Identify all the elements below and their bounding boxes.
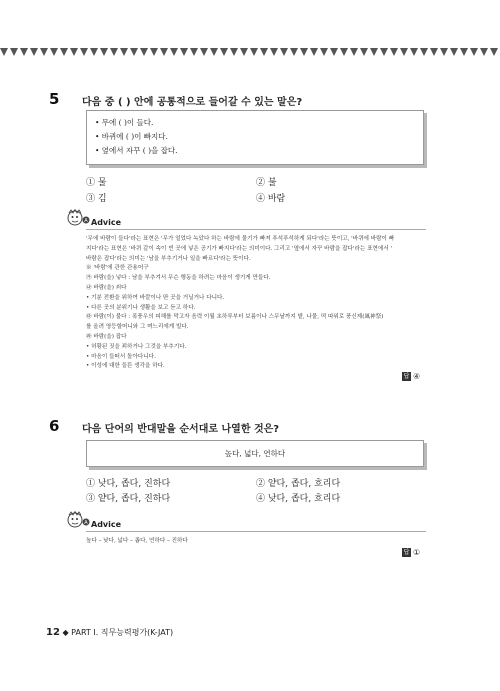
- q6-example-box: [86, 440, 424, 467]
- q6-number: 6: [49, 417, 60, 435]
- page-number: 12: [46, 627, 60, 638]
- part-label: ◆ PART Ⅰ. 직무능력평가(K-JAT): [62, 628, 174, 637]
- advice-divider: [86, 229, 426, 230]
- border-triangle: [90, 48, 98, 56]
- border-triangle: [110, 48, 118, 56]
- border-triangle: [370, 48, 378, 56]
- border-triangle: [480, 48, 488, 56]
- border-triangle: [140, 48, 148, 56]
- q5-example-box: [86, 110, 424, 165]
- q5-advice-line: ㉰ 바람(이) 불다 : 폭풍우의 피해를 막고자 음력 이월 초하루부터 보름이나 스무날까지 밭, 나물, 떡 따위로 풍신제(風神祭): [86, 314, 384, 321]
- q5-example-line: • 바퀴에 ( )이 빠지다.: [95, 132, 168, 141]
- border-triangle: [440, 48, 448, 56]
- q5-advice-line: 를 올려 영등할머니와 그 며느리에게 빌다.: [86, 324, 189, 331]
- border-triangle: [360, 48, 368, 56]
- q6-choice-4[interactable]: ④ 낮다, 좁다, 흐리다: [256, 494, 341, 504]
- border-triangle: [400, 48, 408, 56]
- q6-choice-3[interactable]: ③ 얕다, 좁다, 진하다: [86, 494, 171, 504]
- q5-example-line: • 무에 ( )이 들다.: [95, 118, 154, 127]
- border-triangle: [200, 48, 208, 56]
- border-triangle: [210, 48, 218, 56]
- border-triangle: [240, 48, 248, 56]
- top-triangle-border: [0, 46, 500, 58]
- border-triangle: [290, 48, 298, 56]
- border-triangle: [460, 48, 468, 56]
- q5-advice-line: ㉮ 바람(을) 넣다 : 남을 부추겨서 무슨 행동을 하려는 마음이 생기게 만들다.: [86, 275, 271, 282]
- advice-mascot-icon: [64, 510, 90, 532]
- border-triangle: [340, 48, 348, 56]
- border-triangle: [50, 48, 58, 56]
- q5-advice-line: 지다'라는 표현은 '바퀴 같이 속이 빈 곳에 넣은 공기가 빠지다'라는 의미이다. 그리고 '옆에서 자꾸 바람을 잡다'라는 표현에서 ': [86, 245, 393, 252]
- border-triangle: [300, 48, 308, 56]
- advice-mascot-icon: [64, 208, 90, 230]
- border-triangle: [170, 48, 178, 56]
- q5-choice-3[interactable]: ③ 김: [86, 194, 107, 204]
- border-triangle: [30, 48, 38, 56]
- border-triangle: [220, 48, 228, 56]
- border-triangle: [70, 48, 78, 56]
- q5-advice-label: Advice: [91, 218, 122, 227]
- border-triangle: [410, 48, 418, 56]
- q5-advice-line: ㉱ 바람(을) 잡다: [86, 334, 127, 340]
- q5-choice-2[interactable]: ② 불: [256, 178, 277, 188]
- border-triangle: [150, 48, 158, 56]
- border-triangle: [100, 48, 108, 56]
- border-triangle: [470, 48, 478, 56]
- border-triangle: [380, 48, 388, 56]
- border-triangle: [190, 48, 198, 56]
- border-triangle: [310, 48, 318, 56]
- q6-answer-value: ①: [413, 548, 421, 557]
- border-triangle: [390, 48, 398, 56]
- border-triangle: [180, 48, 188, 56]
- border-triangle: [260, 48, 268, 56]
- border-triangle: [20, 48, 28, 56]
- q6-example-text: 높다, 넓다, 연하다: [224, 449, 286, 458]
- border-triangle: [420, 48, 428, 56]
- q5-advice-line: • 기분 전환을 위하여 바깥이나 딴 곳을 거닐거나 다니다.: [86, 294, 225, 301]
- q5-advice-line: • 마음이 들떠서 돌아다니다.: [86, 353, 156, 360]
- q5-example-line: • 옆에서 자꾸 ( )을 잡다.: [95, 146, 178, 155]
- border-triangle: [230, 48, 238, 56]
- q5-advice-line: • 허황된 짓을 꾀하거나 그것을 부추기다.: [86, 343, 187, 350]
- q6-advice-label: Advice: [91, 520, 122, 529]
- q5-number: 5: [49, 90, 60, 108]
- svg-text:A: A: [84, 218, 88, 224]
- border-triangle: [330, 48, 338, 56]
- page-footer: [46, 627, 173, 638]
- q5-question: 다음 중 ( ) 안에 공통적으로 들어갈 수 있는 말은?: [82, 97, 303, 108]
- border-triangle: [160, 48, 168, 56]
- q6-choice-2[interactable]: ② 얕다, 좁다, 흐리다: [256, 479, 341, 489]
- border-triangle: [320, 48, 328, 56]
- border-triangle: [270, 48, 278, 56]
- q5-advice-line: 바람은 잡다'라는 의미는 '남을 부추기거나 일을 빠르다'라는 뜻이다.: [86, 255, 251, 262]
- border-triangle: [490, 48, 498, 56]
- answer-mark: 답: [403, 549, 410, 556]
- q6-question: 다음 단어의 반대말을 순서대로 나열한 것은?: [82, 424, 280, 435]
- q5-advice-line: • 다른 곳의 분위기나 생활을 보고 듣고 하다.: [86, 304, 196, 311]
- q5-advice-line: ※ '바람'에 관한 관용어구: [86, 265, 149, 272]
- border-triangle: [130, 48, 138, 56]
- border-triangle: [80, 48, 88, 56]
- q5-choice-4[interactable]: ④ 바람: [256, 194, 286, 204]
- q5-advice-line: • 이성에 대한 들뜬 생각을 하다.: [86, 363, 165, 370]
- advice-divider: [86, 531, 426, 532]
- q5-advice-line: ㉯ 바람(을) 쐬다: [86, 285, 127, 291]
- q6-answer: [402, 548, 420, 557]
- q6-choice-1[interactable]: ① 낮다, 좁다, 진하다: [86, 479, 171, 489]
- border-triangle: [0, 48, 8, 56]
- q5-answer-value: ④: [413, 372, 421, 381]
- q6-advice-line: 높다 – 낮다, 넓다 – 좁다, 연하다 – 진하다: [86, 538, 188, 544]
- q5-answer: [402, 372, 420, 381]
- border-triangle: [60, 48, 68, 56]
- border-triangle: [120, 48, 128, 56]
- border-triangle: [10, 48, 18, 56]
- answer-mark: 답: [403, 373, 410, 380]
- border-triangle: [250, 48, 258, 56]
- svg-text:A: A: [84, 520, 88, 526]
- border-triangle: [280, 48, 288, 56]
- border-triangle: [430, 48, 438, 56]
- q5-choice-1[interactable]: ① 물: [86, 178, 107, 188]
- border-triangle: [40, 48, 48, 56]
- border-triangle: [450, 48, 458, 56]
- border-triangle: [350, 48, 358, 56]
- q5-advice-line: '무에 바람이 들다'라는 표현은 '무가 얼었다 녹았다 하는 바람에 물기가 빠져 푸석푸석하게 되다'라는 뜻이고, '바퀴에 바람이 빠: [86, 236, 395, 242]
